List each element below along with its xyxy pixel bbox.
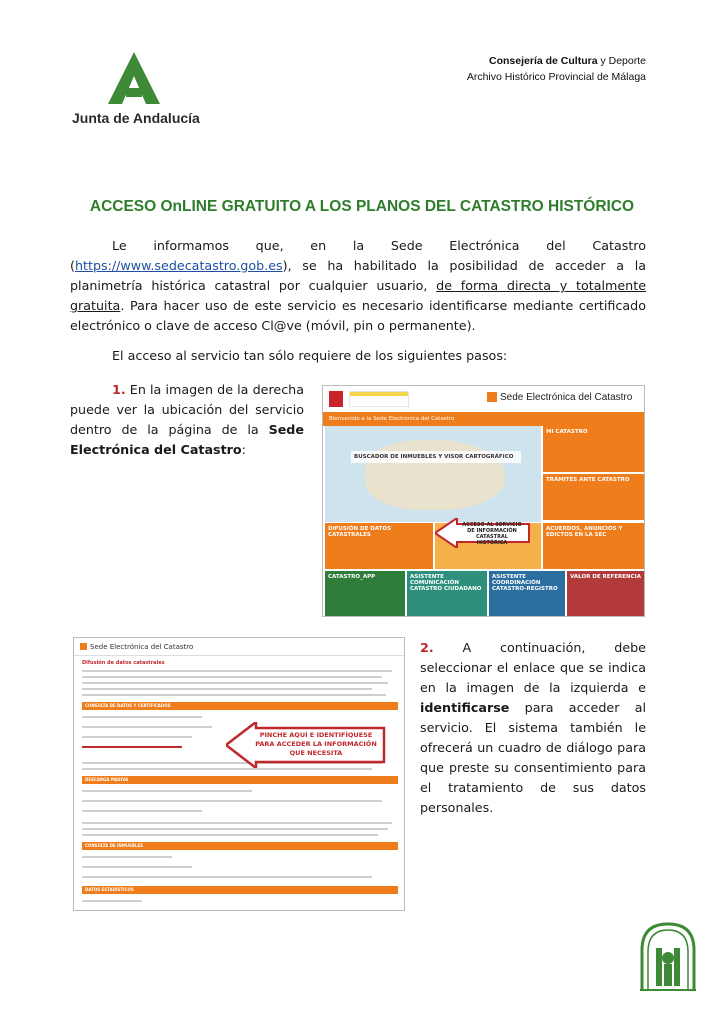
list-item[interactable] [82, 716, 202, 718]
list-item[interactable] [82, 856, 172, 858]
text-line [82, 828, 388, 830]
list-item[interactable] [82, 790, 252, 792]
text-line [82, 694, 386, 696]
intro-text-mid: ), se ha habilitado la posibilidad de acceder a la planimetría histórica catastral por cualquier usuario, [70, 258, 646, 293]
tile-asistente-comunicacion[interactable]: ASISTENTE COMUNICACIÓN CATASTRO CIUDADANO [407, 571, 487, 617]
step-1-bold: Sede Electrónica del Catastro [70, 422, 304, 457]
difusion-brand: Sede Electrónica del Catastro [90, 642, 194, 651]
catastro-link[interactable]: https://www.sedecatastro.gob.es [74, 258, 283, 273]
screenshot-sede-home [322, 385, 645, 617]
bar-consulta-datos[interactable]: CONSULTA DE DATOS Y CERTIFICADOS [82, 702, 398, 710]
department-name: Consejería de Cultura [489, 55, 598, 67]
catastro-logo-icon [80, 643, 87, 650]
tile-asistente-coordinacion[interactable]: ASISTENTE COORDINACIÓN CATASTRO-REGISTRO [489, 571, 565, 617]
list-item[interactable] [82, 736, 192, 738]
list-item[interactable] [82, 900, 142, 902]
logo-text: Junta de Andalucía [72, 110, 200, 126]
page-title: ACCESO OnLINE GRATUITO A LOS PLANOS DEL CATASTRO HISTÓRICO [89, 198, 635, 215]
text-line [82, 670, 392, 672]
text-line [82, 834, 378, 836]
archive-name: Archivo Histórico Provincial de Málaga [466, 71, 646, 83]
steps-intro-text: El acceso al servicio tan sólo requiere de los siguientes pasos: [112, 348, 508, 363]
text-line [82, 682, 388, 684]
tile-mi-catastro[interactable]: MI CATASTRO [543, 426, 644, 472]
step-1-end: : [241, 442, 246, 457]
department-block [467, 53, 646, 85]
junta-logo [72, 52, 212, 126]
screenshot-difusion [73, 637, 405, 911]
department-suffix: y Deporte [597, 55, 646, 67]
intro-text-underline: de forma directa y totalmente gratuita [70, 278, 646, 313]
list-item[interactable] [82, 866, 192, 868]
spain-shield-icon [329, 391, 343, 407]
steps-intro [70, 346, 646, 366]
arrow-callout-1 [435, 518, 531, 548]
step-1-number: 1. [112, 382, 126, 397]
map-panel [325, 426, 541, 522]
arrow-callout-2-label: PINCHE AQUÍ E IDENTIFÍQUESE PARA ACCEDER LA INFORMACIÓN QUE NECESITA [255, 731, 377, 757]
andalucia-logo-icon [106, 52, 162, 104]
tile-tramites[interactable]: TRÁMITES ANTE CATASTRO [543, 474, 644, 520]
step-2-text [420, 638, 646, 818]
text-line [82, 822, 392, 824]
step-2-body: A continuación, debe seleccionar el enlace que se indica en la imagen de la izquierda e [420, 640, 646, 695]
text-line [82, 688, 372, 690]
sede-brand-text: Sede Electrónica del Catastro [500, 392, 633, 403]
arrow-callout-2 [226, 722, 386, 768]
sede-nav: Bienvenido a la Sede Electrónica del Catastro [323, 412, 644, 426]
andalucia-seal-icon [638, 920, 698, 992]
text-line [82, 768, 372, 770]
sede-brand [487, 392, 632, 403]
bar-consulta-inmuebles[interactable]: CONSULTA DE INMUEBLES [82, 842, 398, 850]
step-2-bold: identificarse [420, 700, 510, 715]
intro-text-start: Le informamos que, en la Sede Electrónica del Catastro ( [70, 238, 646, 273]
bar-datos-estadisticos[interactable]: DATOS ESTADÍSTICOS [82, 886, 398, 894]
tile-valor-referencia[interactable]: VALOR DE REFERENCIA [567, 571, 644, 617]
tile-catastro-app[interactable]: CATASTRO_APP [325, 571, 405, 617]
ministry-logo [349, 391, 409, 407]
catastro-logo-icon [487, 392, 497, 402]
tile-difusion[interactable]: DIFUSIÓN DE DATOS CATASTRALES [325, 523, 433, 569]
step-2-end: para acceder al servicio. El sistema también le ofrecerá un cuadro de diálogo para que preste su consentimiento para el tratamiento de sus datos personales. [420, 700, 646, 815]
arrow-callout-1-label: ACCESO AL SERVICIO DE INFORMACIÓN CATASTRAL HISTÓRICA [462, 522, 522, 546]
intro-text-end: . Para hacer uso de este servicio es necesario identificarse mediante certificado electrónico o clave de acceso Cl@ve (móvil, pin o permanente). [70, 298, 646, 333]
list-item[interactable] [82, 800, 382, 802]
cartografia-historica-link[interactable] [82, 746, 182, 748]
map-caption: BUSCADOR DE INMUEBLES Y VISOR CARTOGRÁFICO [351, 451, 521, 463]
difusion-header [74, 638, 404, 656]
step-1-body: En la imagen de la derecha puede ver la ubicación del servicio dentro de la página de la [70, 382, 304, 437]
bar-descarga-masiva[interactable]: DESCARGA MASIVA [82, 776, 398, 784]
step-1-text [70, 380, 304, 460]
tile-acuerdos[interactable]: ACUERDOS, ANUNCIOS Y EDICTOS EN LA SEC [543, 523, 644, 569]
intro-paragraph [70, 236, 646, 336]
list-item[interactable] [82, 726, 212, 728]
text-line [82, 876, 372, 878]
difusion-section-title: Difusión de datos catastrales [82, 660, 165, 666]
list-item[interactable] [82, 810, 202, 812]
text-line [82, 676, 382, 678]
step-2-number: 2. [420, 640, 434, 655]
